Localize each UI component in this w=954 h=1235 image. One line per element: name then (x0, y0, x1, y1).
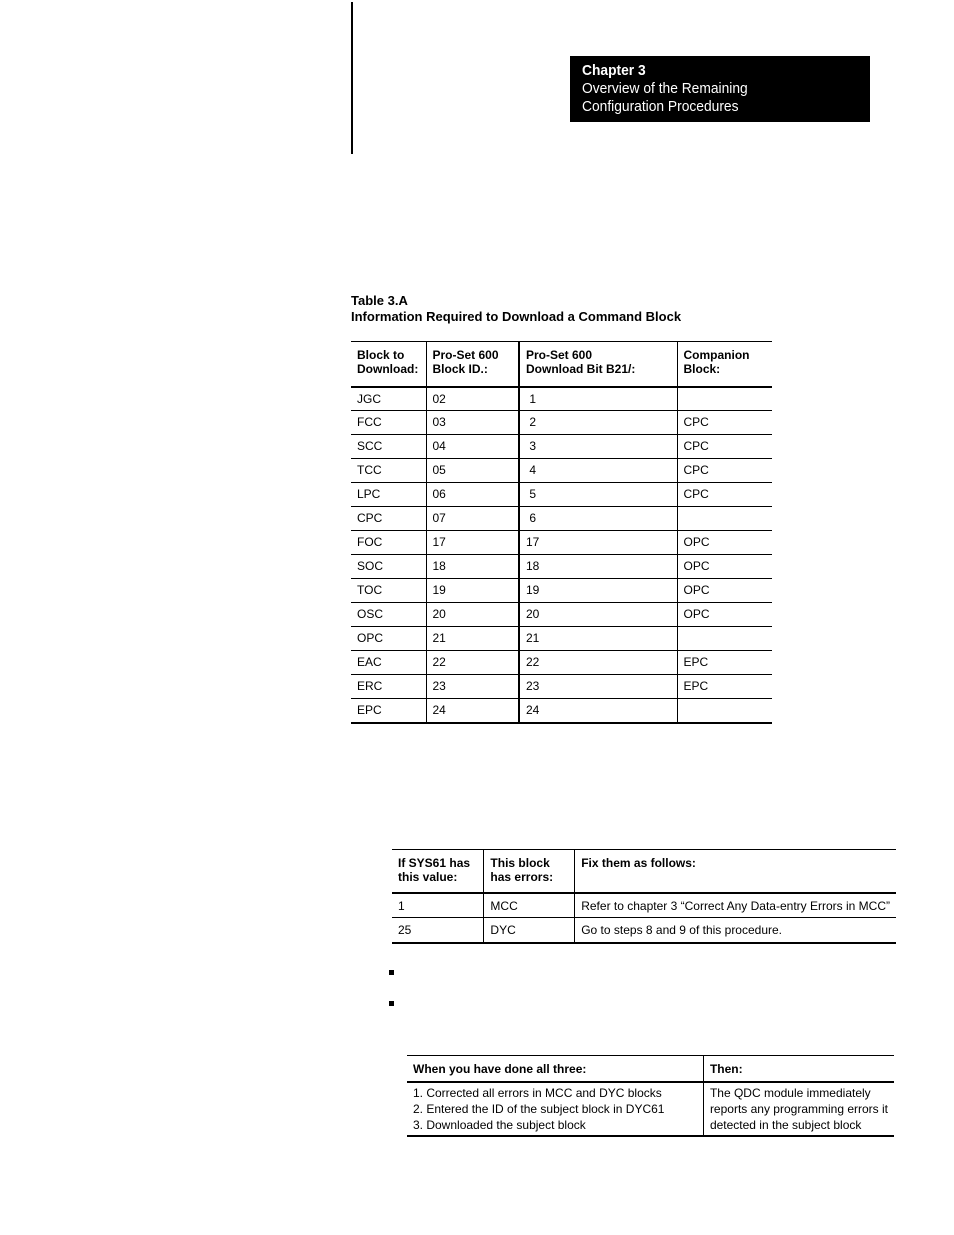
table-cell: 23 (519, 675, 677, 699)
table-cell: OSC (351, 603, 426, 627)
table-cell (677, 627, 772, 651)
table-cell: Go to steps 8 and 9 of this procedure. (575, 918, 896, 943)
table-row (392, 893, 896, 918)
table-row (351, 555, 772, 579)
then-text-line: The QDC module immediately (709, 1085, 871, 1100)
col-header-block-id: Pro-Set 600 Block ID.: (426, 342, 519, 387)
table-row (351, 507, 772, 531)
table-cell: ERC (351, 675, 426, 699)
table-cell: 24 (519, 699, 677, 723)
step-item: 3. Downloaded the subject block (413, 1117, 586, 1132)
table-cell: 19 (426, 579, 519, 603)
table-cell: 20 (426, 603, 519, 627)
table-cell: 25 (392, 918, 484, 943)
table-cell: CPC (677, 435, 772, 459)
table-cell: 2 (519, 411, 677, 435)
table-cell: FCC (351, 411, 426, 435)
table-cell: CPC (677, 411, 772, 435)
col-header-sys61-value: If SYS61 has this value: (392, 850, 484, 893)
table-cell: OPC (677, 579, 772, 603)
table-row (392, 918, 896, 943)
table-cell: 20 (519, 603, 677, 627)
table-cell: 21 (426, 627, 519, 651)
table-cell: OPC (677, 603, 772, 627)
col-header-block: Block to Download: (351, 342, 426, 387)
download-info-table (351, 341, 772, 724)
then-text-line: reports any programming errors it (709, 1101, 888, 1116)
table-cell: 6 (519, 507, 677, 531)
table-row (351, 411, 772, 435)
table-row (351, 603, 772, 627)
table-cell: EAC (351, 651, 426, 675)
table-cell: EPC (351, 699, 426, 723)
table-cell: LPC (351, 483, 426, 507)
step-item: 2. Entered the ID of the subject block in DYC61 (413, 1101, 665, 1116)
table-cell: DYC (484, 918, 575, 943)
table-cell: 4 (519, 459, 677, 483)
col-header-when: When you have done all three: (407, 1056, 703, 1082)
table-cell: 05 (426, 459, 519, 483)
chapter-header (570, 56, 870, 122)
step-item: 1. Corrected all errors in MCC and DYC blocks (413, 1085, 662, 1100)
table-row (351, 699, 772, 723)
table-cell: 18 (426, 555, 519, 579)
table-cell: EPC (677, 651, 772, 675)
table-row (351, 531, 772, 555)
table-cell: 1 (519, 387, 677, 411)
table-cell: 5 (519, 483, 677, 507)
col-header-companion: Companion Block: (677, 342, 772, 387)
table-row (351, 675, 772, 699)
table-cell: 1 (392, 893, 484, 918)
table-cell: SOC (351, 555, 426, 579)
result-table (407, 1055, 894, 1137)
chapter-title-line2: Configuration Procedures (582, 98, 739, 115)
table-cell: JGC (351, 387, 426, 411)
table-cell: 07 (426, 507, 519, 531)
table-cell: OPC (351, 627, 426, 651)
table-cell: 3 (519, 435, 677, 459)
table-cell: 19 (519, 579, 677, 603)
chapter-title-line1: Overview of the Remaining (582, 80, 748, 97)
table-cell: 06 (426, 483, 519, 507)
table-header-row (351, 342, 772, 387)
table-cell: TOC (351, 579, 426, 603)
table-cell (677, 387, 772, 411)
table-row (351, 387, 772, 411)
table-caption (351, 293, 681, 325)
margin-rule (351, 2, 353, 154)
table-cell: 18 (519, 555, 677, 579)
table-header-row (392, 850, 896, 893)
table-row (351, 651, 772, 675)
then-cell (703, 1082, 894, 1136)
table-cell: 17 (426, 531, 519, 555)
table-cell: 22 (426, 651, 519, 675)
col-header-then: Then: (703, 1056, 894, 1082)
table-row (351, 435, 772, 459)
chapter-number: Chapter 3 (582, 62, 646, 79)
table-cell (677, 507, 772, 531)
sys61-error-table (392, 849, 896, 944)
table-row (351, 483, 772, 507)
table-caption-title: Information Required to Download a Command Block (351, 309, 682, 324)
table-header-row (407, 1056, 894, 1082)
table-cell: MCC (484, 893, 575, 918)
table-cell: EPC (677, 675, 772, 699)
then-text-line: detected in the subject block (709, 1117, 862, 1132)
table-cell: TCC (351, 459, 426, 483)
table-cell: CPC (677, 483, 772, 507)
table-row (407, 1082, 894, 1136)
table-caption-number: Table 3.A (351, 293, 408, 308)
table-cell: 23 (426, 675, 519, 699)
col-header-download-bit: Pro-Set 600 Download Bit B21/: (519, 342, 677, 387)
table-cell (677, 699, 772, 723)
table-cell: Refer to chapter 3 “Correct Any Data-entry Errors in MCC” (575, 893, 896, 918)
table-cell: SCC (351, 435, 426, 459)
col-header-fix: Fix them as follows: (575, 850, 896, 893)
col-header-block-errors: This block has errors: (484, 850, 575, 893)
table-cell: OPC (677, 531, 772, 555)
table-cell: FOC (351, 531, 426, 555)
table-cell: 02 (426, 387, 519, 411)
bullet-marker (389, 1001, 394, 1006)
bullet-marker (389, 970, 394, 975)
table-row (351, 579, 772, 603)
table-cell: 21 (519, 627, 677, 651)
table-cell: 04 (426, 435, 519, 459)
table-cell: 22 (519, 651, 677, 675)
table-cell: OPC (677, 555, 772, 579)
table-row (351, 627, 772, 651)
table-cell: 17 (519, 531, 677, 555)
table-cell: 03 (426, 411, 519, 435)
table-cell: CPC (677, 459, 772, 483)
steps-cell (407, 1082, 703, 1136)
table-cell: 24 (426, 699, 519, 723)
table-cell: CPC (351, 507, 426, 531)
table-row (351, 459, 772, 483)
